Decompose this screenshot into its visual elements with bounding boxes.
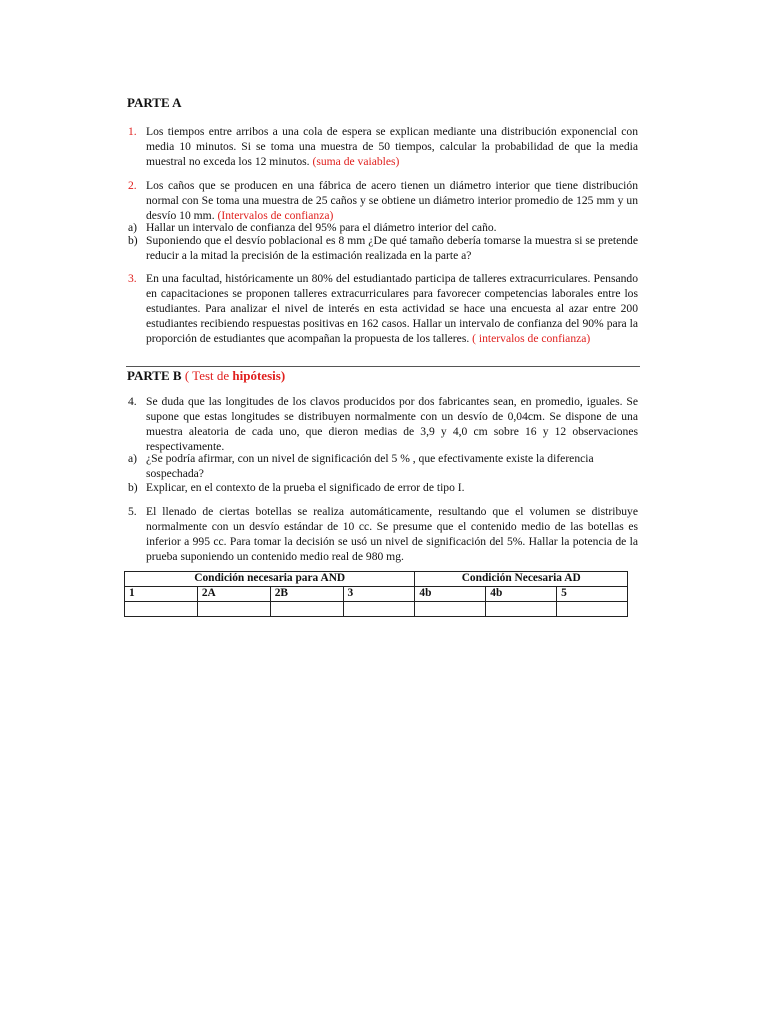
question-2-part-b-text: Suponiendo que el desvío poblacional es 8 mm ¿De qué tamaño debería tomarse la muestra si se pretende reducir a la mitad la precisión de la estimación realizada en la parte a?	[146, 234, 638, 262]
question-2-number: 2.	[128, 179, 137, 192]
question-4-part-a-label: a)	[128, 452, 138, 465]
question-3	[128, 271, 638, 346]
parte-b-topic-close: )	[280, 368, 286, 383]
table-row-empty	[125, 602, 628, 617]
question-5-text: El llenado de ciertas botellas se realiza automáticamente, resultando que el volumen se distribuye normalmente con un desvío estándar de 10 cc. Se presume que el contenido medio de las botellas es inferior a 995 cc. Para tomar la decisión se usó un nivel de significación del 5%. Hallar la potencia de la prueba suponiendo un contenido medio real de 980 mg.	[146, 505, 638, 563]
question-1-number: 1.	[128, 125, 137, 138]
question-5	[128, 504, 638, 564]
table-row	[125, 587, 628, 602]
parte-b-heading	[127, 368, 285, 384]
parte-b-topic-bold: hipótesis	[232, 368, 281, 383]
table-cell: 5	[557, 587, 628, 602]
header-and: Condición necesaria para AND	[125, 572, 415, 587]
question-5-number: 5.	[128, 505, 137, 518]
question-3-topic: ( intervalos de confianza)	[472, 332, 591, 345]
parte-b-title: PARTE B	[127, 368, 182, 383]
table-cell: 4b	[486, 587, 557, 602]
question-4-part-a-text: ¿Se podría afirmar, con un nivel de significación del 5 % , que efectivamente existe la diferencia sospechada?	[146, 452, 594, 480]
question-2-part-a-label: a)	[128, 221, 138, 234]
table-cell: 1	[125, 587, 198, 602]
question-2-text: Los caños que se producen en una fábrica de acero tienen un diámetro interior que tiene distribución normal con Se toma una muestra de 25 caños y se obtiene un diámetro interior promedio de 125 mm y un desvío 10 mm.	[146, 179, 638, 222]
table-cell: 3	[343, 587, 415, 602]
conditions-table	[124, 571, 628, 617]
parte-b-topic	[185, 368, 285, 383]
table-cell-empty	[486, 602, 557, 617]
section-divider	[126, 366, 640, 367]
table-header-row	[125, 572, 628, 587]
question-2-part-a-text: Hallar un intervalo de confianza del 95% para el diámetro interior del caño.	[146, 221, 497, 234]
table-cell-empty	[557, 602, 628, 617]
table-cell-empty	[270, 602, 343, 617]
question-2-topic: (Intervalos de confianza)	[217, 209, 334, 222]
question-4-part-b	[128, 480, 638, 495]
question-4-part-a	[128, 451, 638, 481]
question-4	[128, 394, 638, 454]
table-cell-empty	[343, 602, 415, 617]
question-4-number: 4.	[128, 395, 137, 408]
question-2-part-b-label: b)	[128, 234, 138, 247]
parte-b-topic-open: ( Test de	[184, 368, 233, 383]
question-1	[128, 124, 638, 169]
question-4-part-b-label: b)	[128, 481, 138, 494]
question-3-text: En una facultad, históricamente un 80% del estudiantado participa de talleres extracurriculares. Pensando en capacitaciones se proponen talleres extracurriculares para favorecer competencias laborales entre los estudiantes. Para analizar el nivel de interés en esta actividad se hace una encuesta al azar entre 200 estudiantes recibiendo respuestas positivas en 162 casos. Hallar un intervalo de confianza del 90% para la proporción de estudiantes que acompañan la propuesta de los talleres.	[146, 272, 638, 345]
question-2-part-b	[128, 233, 638, 263]
table-cell-empty	[415, 602, 486, 617]
question-4-part-b-text: Explicar, en el contexto de la prueba el significado de error de tipo I.	[146, 481, 465, 494]
table-cell: 2B	[270, 587, 343, 602]
question-2	[128, 178, 638, 223]
table-cell-empty	[197, 602, 270, 617]
table-cell: 4b	[415, 587, 486, 602]
question-1-topic: (suma de vaiables)	[312, 155, 400, 168]
question-4-text: Se duda que las longitudes de los clavos producidos por dos fabricantes sean, en promedio, iguales. Se supone que estas longitudes se distribuyen normalmente con un desvío de 0,04cm. Se dispone de una muestra aleatoria de cada uno, que dieron medias de 3,9 y 4,0 cm sobre 16 y 12 observaciones respectivamente.	[146, 395, 638, 453]
question-3-number: 3.	[128, 272, 137, 285]
table-cell-empty	[125, 602, 198, 617]
question-1-text: Los tiempos entre arribos a una cola de espera se explican mediante una distribución exponencial con media 10 minutos. Si se toma una muestra de 50 tiempos, calcular la probabilidad de que la media muestral no exceda los 12 minutos.	[146, 125, 638, 168]
table-cell: 2A	[197, 587, 270, 602]
header-ad: Condición Necesaria AD	[415, 572, 628, 587]
parte-a-heading: PARTE A	[127, 95, 182, 110]
